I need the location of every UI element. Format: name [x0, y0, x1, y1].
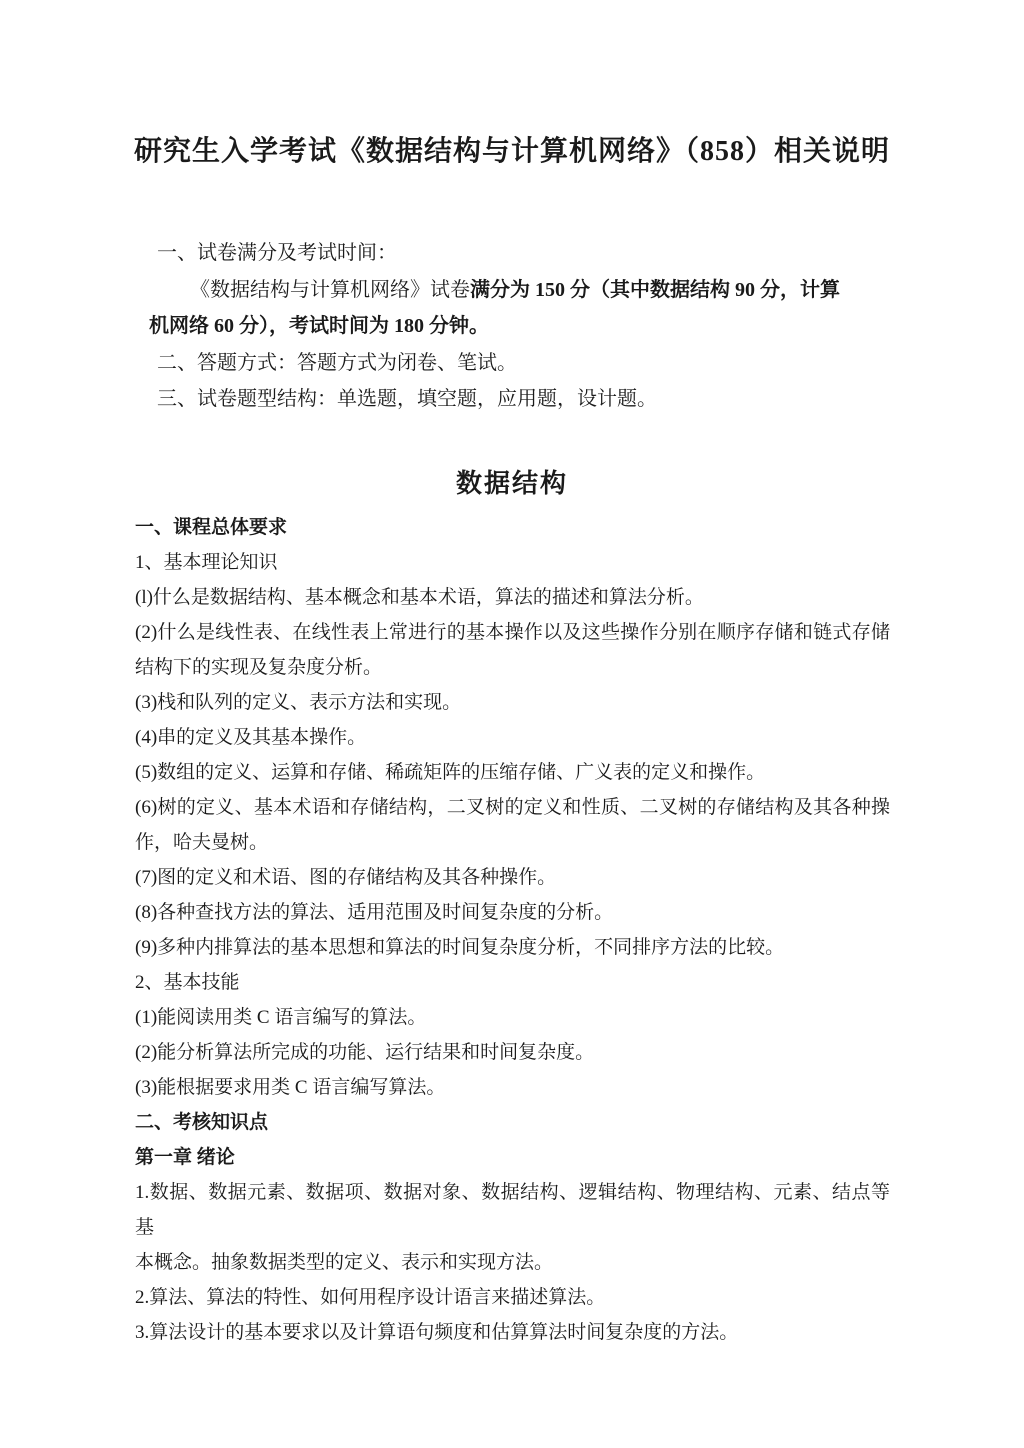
text-line: 二、考核知识点: [135, 1112, 269, 1133]
text-line: (5)数组的定义、运算和存储、稀疏矩阵的压缩存储、广义表的定义和操作。: [135, 762, 766, 783]
intro-block: [137, 235, 897, 418]
text-line: 二、答题方式：答题方式为闭卷、笔试。: [157, 351, 517, 374]
text-segment: 《数据结构与计算机网络》试卷: [190, 278, 470, 301]
text-line: 一、课程总体要求: [135, 517, 288, 538]
text-line: (6)树的定义、基本术语和存储结构，二叉树的定义和性质、二叉树的存储结构及其各种操: [135, 797, 890, 818]
text-line: 三、试卷题型结构：单选题，填空题，应用题，设计题。: [157, 388, 657, 411]
document-title: 研究生入学考试《数据结构与计算机网络》（858）相关说明: [133, 136, 890, 167]
text-line: 2、基本技能: [135, 972, 240, 993]
section-heading: 数据结构: [455, 469, 568, 498]
section-body: [135, 510, 890, 1350]
text-line: (l)什么是数据结构、基本概念和基本术语，算法的描述和算法分析。: [135, 587, 704, 608]
text-line: 作，哈夫曼树。: [135, 832, 269, 853]
text-line: 本概念。抽象数据类型的定义、表示和实现方法。: [135, 1252, 554, 1273]
text-line: 一、试卷满分及考试时间：: [157, 242, 397, 264]
text-line: [137, 272, 897, 309]
text-line: (3)能根据要求用类 C 语言编写算法。: [135, 1077, 446, 1098]
text-line: (1)能阅读用类 C 语言编写的算法。: [135, 1007, 427, 1028]
text-line: (3)栈和队列的定义、表示方法和实现。: [135, 692, 462, 713]
text-line: 1、基本理论知识: [135, 552, 278, 573]
text-line: 第一章 绪论: [135, 1147, 235, 1168]
text-line: (9)多种内排算法的基本思想和算法的时间复杂度分析，不同排序方法的比较。: [135, 937, 785, 958]
text-line: 2.算法、算法的特性、如何用程序设计语言来描述算法。: [135, 1287, 606, 1308]
text-segment: 机网络 60 分），考试时间为 180 分钟。: [149, 315, 489, 338]
text-line: 1.数据、数据元素、数据项、数据对象、数据结构、逻辑结构、物理结构、元素、结点等基: [135, 1182, 890, 1238]
text-line: 3.算法设计的基本要求以及计算语句频度和估算算法时间复杂度的方法。: [135, 1322, 739, 1343]
text-line: (8)各种查找方法的算法、适用范围及时间复杂度的分析。: [135, 902, 614, 923]
text-line: (7)图的定义和术语、图的存储结构及其各种操作。: [135, 867, 557, 888]
text-line: [137, 308, 897, 345]
text-line: (2)能分析算法所完成的功能、运行结果和时间复杂度。: [135, 1042, 595, 1063]
text-line: (4)串的定义及其基本操作。: [135, 727, 367, 748]
text-line: 结构下的实现及复杂度分析。: [135, 657, 383, 678]
text-line: (2)什么是线性表、在线性表上常进行的基本操作以及这些操作分别在顺序存储和链式存储: [135, 622, 890, 643]
text-segment: 满分为 150 分（其中数据结构 90 分，计算: [470, 278, 840, 301]
